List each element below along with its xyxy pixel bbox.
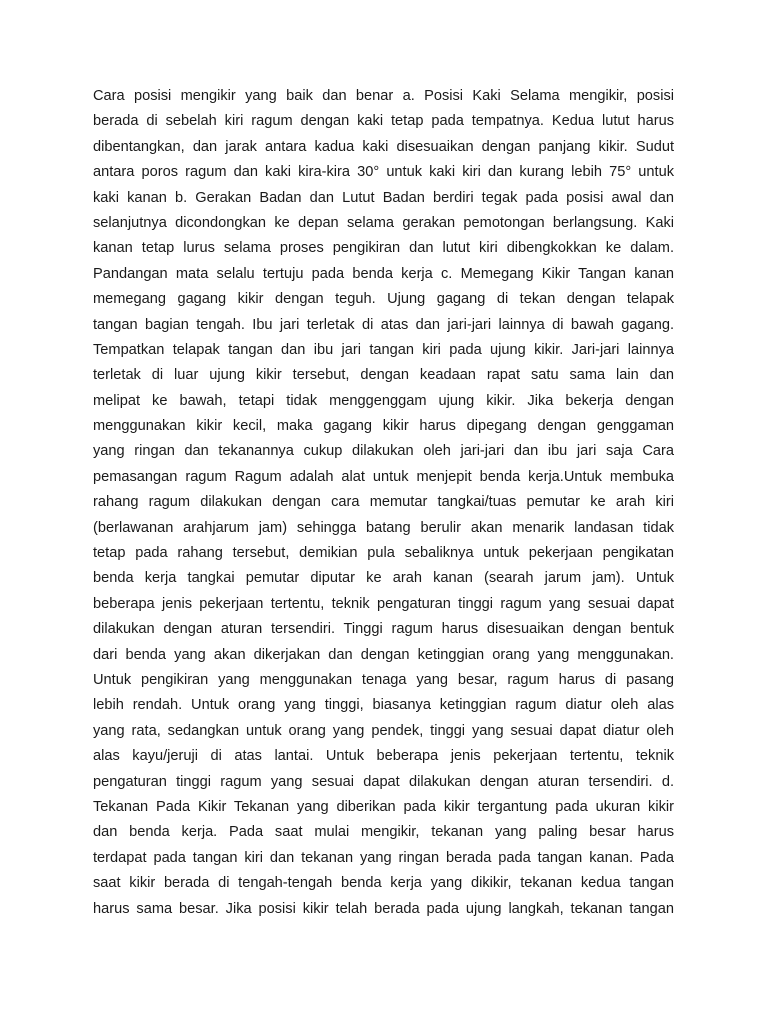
text-line: terdapat pada tangan kiri dan tekanan yang ringan berada pada tangan kanan. Pada [93,849,674,866]
text-line: beberapa jenis pekerjaan tertentu, teknik pengaturan tinggi ragum yang sesuai dapat [93,595,674,612]
text-line: tangan bagian tengah. Ibu jari terletak di atas dan jari-jari lainnya di bawah gagang. [93,316,674,333]
text-line: tetap pada rahang tersebut, demikian pula sebaliknya untuk pekerjaan pengikatan [93,545,674,562]
text-line: yang ringan dan tekanannya cukup dilakukan oleh jari-jari dan ibu jari saja Cara [93,443,674,460]
text-line: pemasangan ragum Ragum adalah alat untuk menjepit benda kerja.Untuk membuka [93,468,674,485]
text-line: kanan tetap lurus selama proses pengikiran dan lutut kiri dibengkokkan ke dalam. [93,240,674,257]
text-line: menggunakan kikir kecil, maka gagang kikir harus dipegang dengan genggaman [93,418,674,435]
text-line: lebih rendah. Untuk orang yang tinggi, biasanya ketinggian ragum diatur oleh alas [93,697,674,714]
text-line: saat kikir berada di tengah-tengah benda kerja yang dikikir, tekanan kedua tangan [93,875,674,892]
text-line: harus sama besar. Jika posisi kikir telah berada pada ujung langkah, tekanan tangan [93,900,674,917]
text-line: Tekanan Pada Kikir Tekanan yang diberikan pada kikir tergantung pada ukuran kikir [93,798,674,815]
text-line: dari benda yang akan dikerjakan dan dengan ketinggian orang yang menggunakan. [93,646,674,663]
text-line: dan benda kerja. Pada saat mulai mengikir, tekanan yang paling besar harus [93,824,674,841]
text-line: alas kayu/jeruji di atas lantai. Untuk beberapa jenis pekerjaan tertentu, teknik [93,748,674,765]
text-line: kaki kanan b. Gerakan Badan dan Lutut Badan berdiri tegak pada posisi awal dan [93,189,674,206]
text-line: antara poros ragum dan kaki kira-kira 30° untuk kaki kiri dan kurang lebih 75° untuk [93,164,674,181]
text-line: Tempatkan telapak tangan dan ibu jari tangan kiri pada ujung kikir. Jari-jari lainnya [93,341,674,358]
text-line: melipat ke bawah, tetapi tidak menggenggam ujung kikir. Jika bekerja dengan [93,392,674,409]
text-line: terletak di luar ujung kikir tersebut, dengan keadaan rapat satu sama lain dan [93,367,674,384]
text-line: dilakukan dengan aturan tersendiri. Tinggi ragum harus disesuaikan dengan bentuk [93,621,674,638]
text-line: Cara posisi mengikir yang baik dan benar a. Posisi Kaki Selama mengikir, posisi [93,88,674,104]
text-line: pengaturan tinggi ragum yang sesuai dapat dilakukan dengan aturan tersendiri. d. [93,773,674,790]
text-line: benda kerja tangkai pemutar diputar ke arah kanan (searah jarum jam). Untuk [93,570,674,587]
text-line: rahang ragum dilakukan dengan cara memutar tangkai/tuas pemutar ke arah kiri [93,494,674,511]
text-line: Untuk pengikiran yang menggunakan tenaga yang besar, ragum harus di pasang [93,671,674,688]
body-text [93,84,674,922]
text-line: (berlawanan arahjarum jam) sehingga batang berulir akan menarik landasan tidak [93,519,674,536]
text-line: dibentangkan, dan jarak antara kadua kaki disesuaikan dengan panjang kikir. Sudut [93,138,674,155]
text-line: yang rata, sedangkan untuk orang yang pendek, tinggi yang sesuai dapat diatur oleh [93,722,674,739]
text-line: selanjutnya dicondongkan ke depan selama gerakan pemotongan berlangsung. Kaki [93,214,674,231]
text-line: berada di sebelah kiri ragum dengan kaki tetap pada tempatnya. Kedua lutut harus [93,113,674,130]
text-line: Pandangan mata selalu tertuju pada benda kerja c. Memegang Kikir Tangan kanan [93,265,674,282]
text-line: memegang gagang kikir dengan teguh. Ujung gagang di tekan dengan telapak [93,291,674,308]
